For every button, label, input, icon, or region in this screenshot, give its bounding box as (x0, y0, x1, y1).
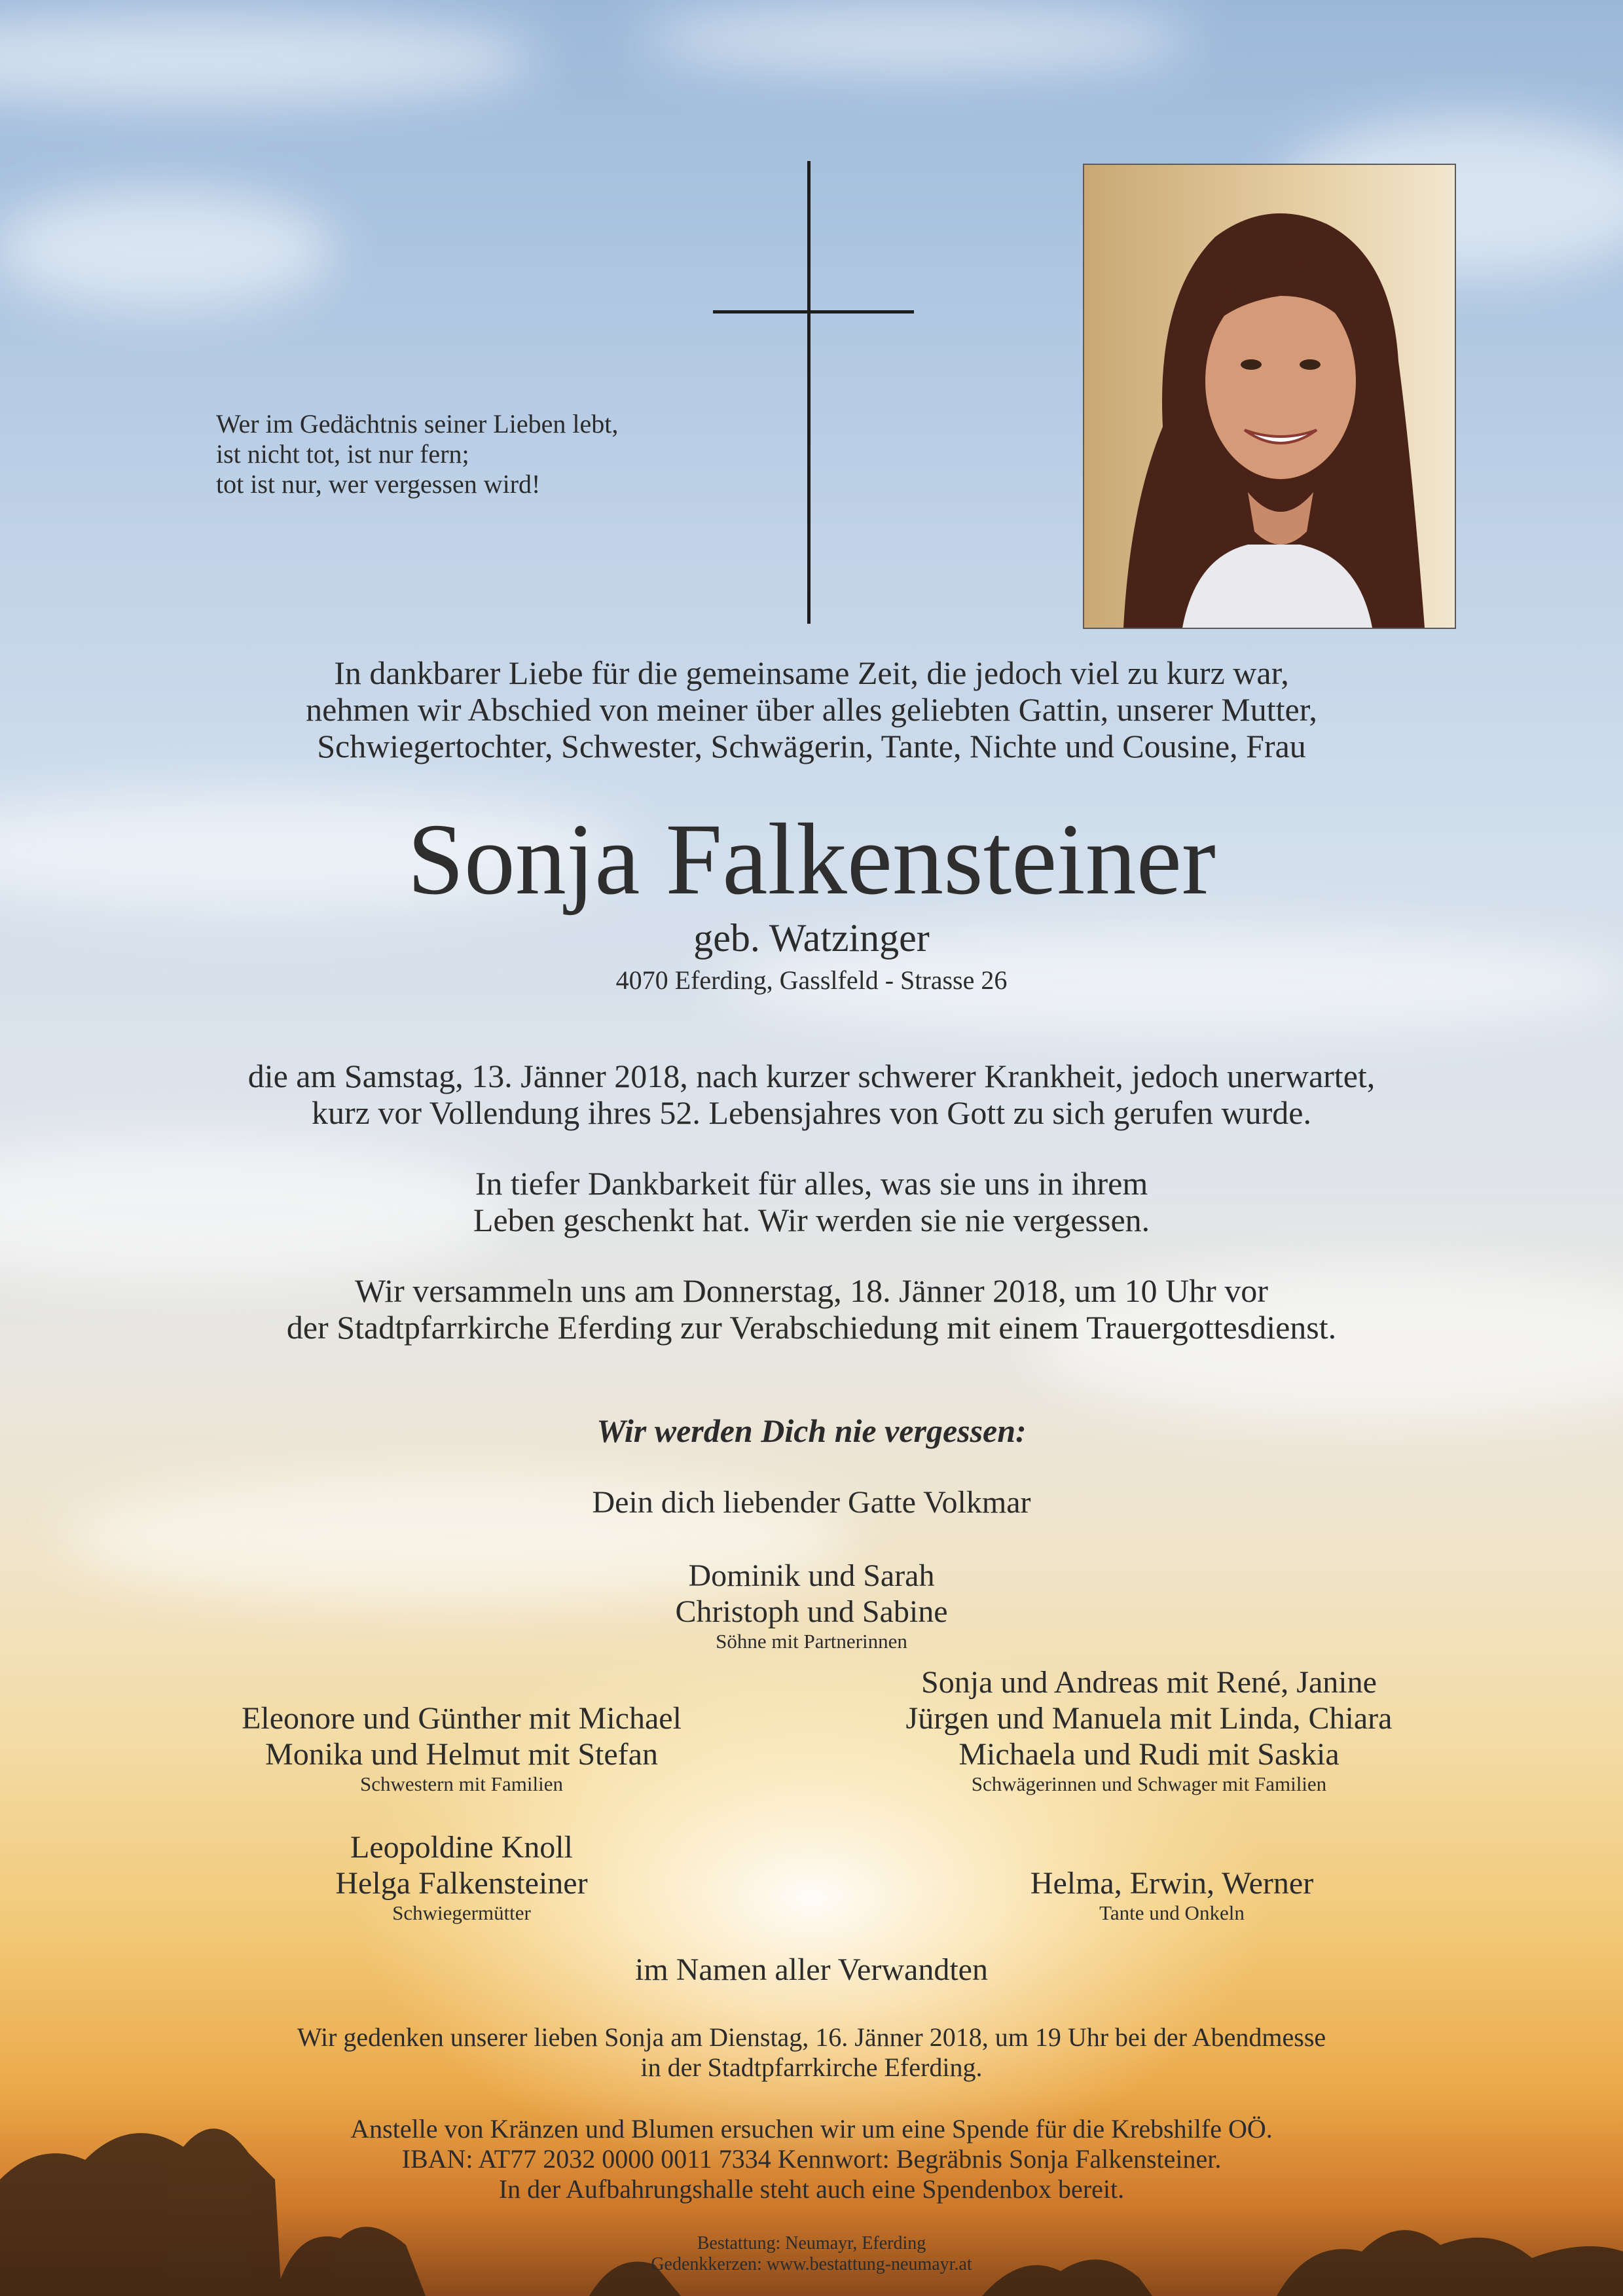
footer-line: Gedenkkerzen: www.bestattung-neumayr.at (651, 2254, 972, 2274)
donation-notice (0, 2114, 1623, 2204)
service-line: Wir versammeln uns am Donnerstag, 18. Jänner 2018, um 10 Uhr vor (355, 1272, 1268, 1309)
mourners-heading: Wir werden Dich nie vergessen: (596, 1412, 1027, 1449)
quote-line: ist nicht tot, ist nur fern; (216, 439, 469, 469)
gratitude-line: Leben geschenkt hat. Wir werden sie nie vergessen. (473, 1202, 1150, 1238)
quote-line: tot ist nur, wer vergessen wird! (216, 469, 541, 499)
in-laws-line: Michaela und Rudi mit Saskia (958, 1737, 1340, 1772)
funeral-home-footer (0, 2233, 1623, 2275)
aunt-uncles-role: Tante und Onkeln (1099, 1901, 1245, 1924)
cross-vertical-bar (807, 161, 811, 624)
mothers-in-law-group (134, 1829, 789, 1925)
donation-line: In der Aufbahrungshalle steht auch eine Spendenbox bereit. (498, 2174, 1125, 2204)
gratitude-paragraph (0, 1165, 1623, 1238)
sons-group (0, 1558, 1623, 1653)
intro-line: In dankbarer Liebe für die gemeinsame Zeit, die jedoch viel zu kurz war, (334, 655, 1289, 691)
sons-role: Söhne mit Partnerinnen (716, 1630, 907, 1653)
in-laws-line: Sonja und Andreas mit René, Janine (921, 1665, 1377, 1700)
death-line: kurz vor Vollendung ihres 52. Lebensjahres von Gott zu sich gerufen wurde. (312, 1094, 1311, 1131)
footer-line: Bestattung: Neumayr, Eferding (697, 2233, 926, 2253)
gratitude-line: In tiefer Dankbarkeit für alles, was sie uns in ihrem (475, 1165, 1148, 1202)
in-laws-group (822, 1664, 1476, 1796)
deceased-name: Sonja Falkensteiner (407, 802, 1216, 916)
siblings-role: Schwestern mit Familien (360, 1772, 563, 1795)
sons-line: Dominik und Sarah (688, 1558, 935, 1593)
portrait-photo (1083, 164, 1456, 629)
death-notice (0, 1058, 1623, 1131)
memorial-line: Wir gedenken unserer lieben Sonja am Dienstag, 16. Jänner 2018, um 19 Uhr bei der Abendmesse (297, 2022, 1326, 2052)
service-paragraph (0, 1272, 1623, 1346)
donation-line: Anstelle von Kränzen und Blumen ersuchen wir um eine Spende für die Krebshilfe OÖ. (350, 2114, 1273, 2144)
memorial-quote (216, 409, 618, 499)
memorial-mass (0, 2022, 1623, 2083)
service-line: der Stadtpfarrkirche Eferding zur Verabschiedung mit einem Trauergottesdienst. (286, 1309, 1337, 1346)
intro-paragraph (0, 655, 1623, 764)
quote-line: Wer im Gedächtnis seiner Lieben lebt, (216, 409, 619, 439)
aunt-uncles-line: Helma, Erwin, Werner (1030, 1866, 1314, 1901)
aunt-uncles-group (845, 1865, 1499, 1925)
husband: Dein dich liebender Gatte Volkmar (592, 1485, 1031, 1520)
death-line: die am Samstag, 13. Jänner 2018, nach kurzer schwerer Krankheit, jedoch unerwartet, (247, 1058, 1376, 1094)
donation-line: IBAN: AT77 2032 0000 0011 7334 Kennwort: Begräbnis Sonja Falkensteiner. (401, 2144, 1222, 2174)
mothers-in-law-line: Leopoldine Knoll (350, 1830, 573, 1865)
siblings-group (134, 1700, 789, 1796)
birth-name: geb. Watzinger (693, 916, 930, 960)
address: 4070 Eferding, Gasslfeld - Strasse 26 (615, 965, 1008, 995)
sons-line: Christoph und Sabine (675, 1594, 948, 1629)
memorial-line: in der Stadtpfarrkirche Eferding. (640, 2053, 983, 2082)
in-laws-role: Schwägerinnen und Schwager mit Familien (971, 1772, 1327, 1795)
intro-line: nehmen wir Abschied von meiner über alles geliebten Gattin, unserer Mutter, (306, 691, 1317, 728)
intro-line: Schwiegertochter, Schwester, Schwägerin, Tante, Nichte und Cousine, Frau (317, 728, 1306, 764)
mothers-in-law-role: Schwiegermütter (392, 1901, 531, 1924)
mothers-in-law-line: Helga Falkensteiner (335, 1866, 588, 1901)
in-laws-line: Jürgen und Manuela mit Linda, Chiara (905, 1701, 1393, 1736)
relatives-line: im Namen aller Verwandten (635, 1952, 988, 1987)
siblings-line: Monika und Helmut mit Stefan (265, 1737, 658, 1772)
siblings-line: Eleonore und Günther mit Michael (242, 1701, 682, 1736)
cross-horizontal-bar (713, 310, 914, 314)
